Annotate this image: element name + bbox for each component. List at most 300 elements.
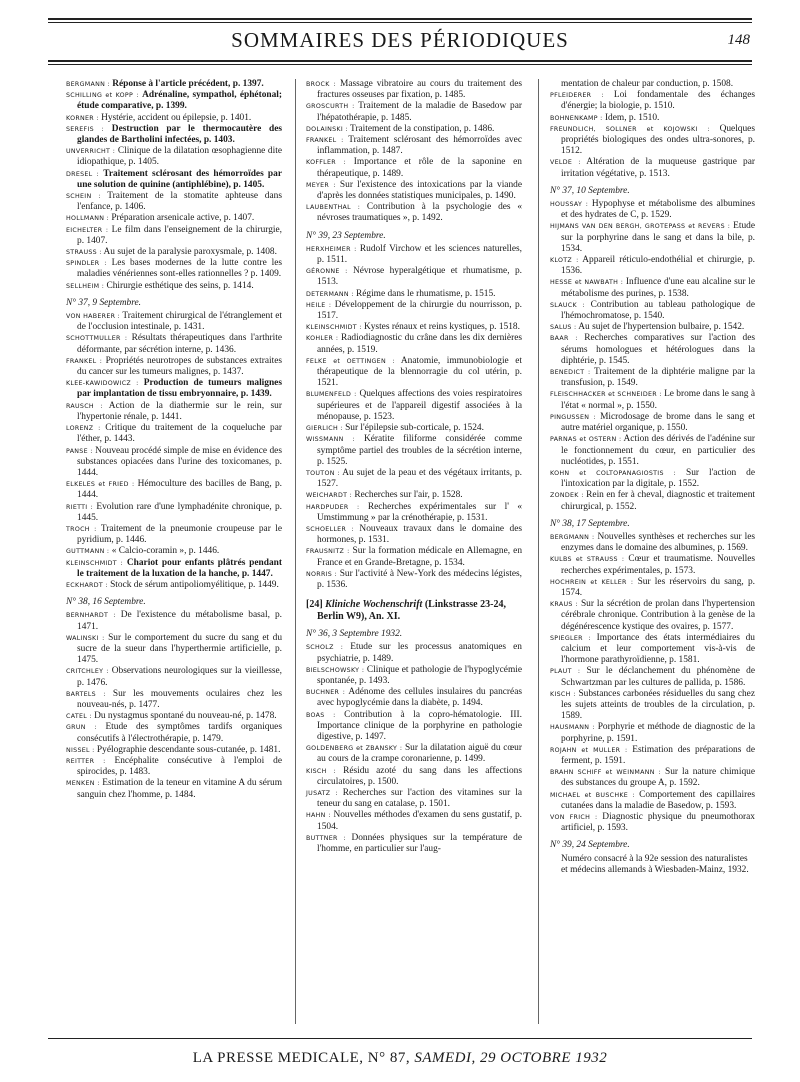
article-entry: [66, 745, 282, 756]
article-author: RIETTI :: [66, 503, 94, 511]
article-title: Loi fondamentale des échanges d'énergie; la biologie, p. 1510.: [561, 90, 756, 112]
article-author: MENKEN :: [66, 780, 100, 788]
journal-section-heading: [306, 599, 522, 623]
article-title: Radiodiagnostic du crâne dans les dix dernières années, p. 1519.: [317, 333, 522, 355]
article-entry: [66, 479, 282, 501]
article-entry: [66, 79, 282, 90]
article-author: VON HABERER :: [66, 313, 121, 321]
article-entry: [550, 790, 755, 812]
article-entry: [550, 554, 755, 576]
issue-heading: N° 38, 16 Septembre.: [66, 597, 146, 608]
article-author: KLOTZ :: [550, 257, 579, 265]
article-author: NISSEL :: [66, 746, 95, 754]
article-title: Substances carbonées résiduelles du sang chez les sujets atteints de troubles de la circulation, p. 1589.: [561, 688, 755, 722]
footer-publication: LA PRESSE MEDICALE,: [192, 1050, 364, 1066]
article-author: KLEINSCHMIDT :: [306, 324, 362, 332]
column-2: [306, 79, 522, 855]
article-author: BERGMANN :: [550, 533, 595, 541]
article-title: Microdosage de brome dans le sang et autre matériel organique, p. 1550.: [561, 411, 755, 434]
article-entry: [550, 389, 755, 411]
article-entry: [550, 277, 755, 299]
article-entry: [550, 333, 755, 367]
article-title: Estimation de la teneur en vitamine A du sérum sanguin chez l'homme, p. 1484.: [77, 778, 283, 800]
article-entry: [66, 423, 282, 445]
article-entry: [66, 281, 282, 292]
article-author: HERXHEIMER :: [306, 245, 357, 253]
page-title: SOMMAIRES DES PÉRIODIQUES: [231, 28, 569, 52]
article-title: Résidu azoté du sang dans les affections circulatoires, p. 1500.: [317, 765, 522, 787]
article-author: DRESEL :: [66, 170, 100, 178]
article-author: SPINDLER :: [66, 260, 107, 268]
article-author: LORENZ :: [66, 425, 101, 433]
article-title: Kératite filiforme considérée comme symptôme partiel des troubles de la sécrétion interne, p. 1525.: [317, 434, 523, 467]
article-title: Anatomie, immunobiologie et thérapeutique de la blennorragie du col utérin, p. 1521.: [317, 355, 523, 389]
article-entry: [66, 401, 282, 423]
article-title: Contribution à la copro-hématologie. III. Importance clinique de la porphyrine en pathologie digestive, p. 1497.: [317, 709, 522, 742]
article-author: GOLDENBERG et ZBANSKY :: [306, 745, 403, 753]
article-author: HAUSMANN :: [550, 724, 595, 732]
article-author: PFLEIDERER :: [550, 92, 604, 100]
article-author: FRANKEL :: [66, 357, 103, 365]
article-title: Du nystagmus spontané du nouveau-né, p. 1478.: [94, 711, 277, 722]
article-entry: [66, 356, 282, 378]
article-author: GIERLICH :: [306, 425, 343, 433]
article-entry: [550, 468, 755, 490]
article-author: BOHNENKAMP :: [550, 114, 603, 122]
article-author: PARNAS et OSTERN :: [550, 436, 622, 444]
article-entry: [306, 524, 522, 546]
column-divider-1: [295, 79, 296, 1024]
article-entry: [306, 300, 522, 322]
article-title: Au sujet de la paralysie paroxysmale, p. 1408.: [103, 247, 277, 258]
article-entry: [306, 333, 522, 355]
article-entry: [550, 124, 755, 158]
article-entry: [306, 833, 522, 855]
article-title: Quelques affections des voies respiratoires supérieures et de l'appareil digestif associées à la ménopause, p. 1523.: [317, 389, 522, 422]
article-author: WALINSKI :: [66, 634, 105, 642]
article-entry: [66, 258, 282, 280]
article-author: HAHN :: [306, 812, 331, 820]
article-title: Estimation des préparations de ferment, p. 1591.: [561, 744, 755, 766]
article-title: Réponse à l'article précédent, p. 1397.: [112, 79, 264, 89]
article-author: KRAUS :: [550, 601, 578, 609]
article-title: Régime dans le rhumatisme, p. 1515.: [355, 288, 496, 299]
article-entry: [550, 577, 755, 599]
article-entry: [66, 378, 282, 400]
article-entry: [306, 502, 522, 524]
issue-heading: N° 37, 9 Septembre.: [66, 297, 142, 308]
article-title: Sur la formation médicale en Allemagne, en France et en Grande-Bretagne, p. 1534.: [317, 546, 523, 568]
article-author: BAAR :: [550, 335, 578, 343]
article-entry: [66, 333, 282, 355]
article-author: CATEL :: [66, 713, 92, 721]
article-author: HIJMANS VAN DEN BERGH, GROTEPASS et REVERS :: [550, 223, 731, 231]
article-title: Etude sur les processus anatomiques en psychiatrie, p. 1489.: [317, 642, 522, 664]
article-entry: [66, 247, 282, 258]
article-title: Contribution au tableau pathologique de l'hémochromatose, p. 1540.: [561, 299, 755, 322]
article-title: Traitement de la constipation, p. 1486.: [349, 123, 495, 134]
article-title: Rein en fer à cheval, diagnostic et traitement chirurgical, p. 1552.: [561, 490, 755, 512]
article-entry: [550, 367, 755, 389]
article-author: MEYER :: [306, 181, 336, 189]
article-title: Hystérie, accident ou épilepsie, p. 1401.: [101, 112, 252, 123]
article-entry: [306, 766, 522, 788]
header-rule-bottom: [48, 60, 752, 62]
article-author: KLEINSCHMIDT :: [66, 559, 124, 567]
article-title: Le film dans l'enseignement de la chirurgie, p. 1407.: [77, 224, 282, 246]
article-entry: [550, 599, 755, 633]
article-entry: [306, 101, 522, 123]
footer-number: N° 87,: [367, 1050, 411, 1066]
article-author: SLAUCK :: [550, 301, 585, 309]
article-title: Traitement de la pneumonie croupeuse par le pyridium, p. 1446.: [77, 523, 282, 546]
article-title: Préparation arsenicale active, p. 1407.: [111, 213, 255, 224]
article-author: UNVERRICHT :: [66, 148, 116, 156]
article-author: SCHEIN :: [66, 193, 101, 201]
article-entry: [306, 423, 522, 434]
article-title: « Calcio-coramin », p. 1446.: [111, 546, 220, 557]
article-author: SELLHEIM :: [66, 282, 105, 290]
article-entry: [550, 633, 755, 667]
article-entry: [66, 689, 282, 711]
article-title: Etude des symptômes tardifs organiques consécutifs à l'électrothérapie, p. 1479.: [77, 722, 282, 744]
article-title: Action des dérivés de l'adénine sur le fonctionnement du cœur, en particulier des nucléotides, p. 1551.: [561, 434, 755, 467]
article-author: BOAS :: [306, 711, 336, 719]
article-entry: [306, 389, 522, 423]
header-rule-bottom-2: [48, 64, 752, 65]
article-entry: [306, 642, 522, 664]
article-author: SEREFIS :: [66, 125, 105, 133]
article-author: GUTTMANN :: [66, 548, 110, 556]
issue-heading: N° 36, 3 Septembre 1932.: [306, 629, 403, 640]
article-entry: [306, 468, 522, 490]
article-author: DOLAINSKI :: [306, 125, 348, 133]
article-title: Au sujet de l'hypertension bulbaire, p. 1542.: [578, 322, 745, 333]
article-entry: [66, 610, 282, 632]
article-author: SALUS :: [550, 324, 577, 332]
article-title: Recherches comparatives sur l'action des sérums homologues et hétérologues dans la diphtérie, p. 1545.: [561, 333, 756, 366]
article-author: BERGMANN :: [66, 81, 110, 88]
page-number: 148: [727, 32, 750, 48]
article-title: Propriétés neurotropes de substances extraites du cancer sur les tumeurs malignes, p. 1437.: [77, 355, 283, 378]
article-author: HESSE et NAWBATH :: [550, 279, 624, 287]
article-author: JUSATZ :: [306, 789, 338, 797]
footer-rule: [48, 1038, 752, 1039]
article-title: Action de la diathermie sur le rein, sur l'hypertonie rénale, p. 1441.: [77, 400, 282, 422]
article-entry: [550, 300, 755, 322]
article-entry: [306, 135, 522, 157]
article-entry: [306, 810, 522, 832]
article-title: Traitement de la diphtérie maligne par la transfusion, p. 1549.: [561, 367, 755, 389]
article-entry: [550, 412, 755, 434]
article-author: EICHELTER :: [66, 226, 109, 234]
article-title: Adrénaline, sympathol, éphétonal; étude comparative, p. 1399.: [77, 90, 283, 112]
header-rule-top-2: [48, 22, 752, 23]
article-author: HARDPUDER :: [306, 503, 360, 511]
issue-heading: N° 37, 10 Septembre.: [550, 185, 630, 196]
article-title: Sur la sécrétion de prolan dans l'hypertension cérébrale chronique. Contribution à la genèse de la dégénérescence kystique des ovaires, p. 1577.: [561, 599, 755, 632]
article-title: Hypophyse et métabolisme des albumines et des hydrates de C, p. 1529.: [561, 199, 755, 221]
article-entry: [550, 745, 755, 767]
article-entry: [306, 79, 522, 101]
article-title: Recherches sur l'air, p. 1528.: [354, 490, 463, 501]
article-title: Nouvelles synthèses et recherches sur les enzymes dans le domaine des albumines, p. 1569.: [561, 531, 756, 554]
article-author: TOUTON :: [306, 469, 340, 477]
article-author: ROJAHN et MULLER :: [550, 746, 628, 754]
article-title: Le brome dans le sang à l'état « normal », p. 1550.: [561, 389, 755, 411]
article-author: TROCH :: [66, 525, 97, 533]
journal-name: Kliniche Wochenschrift: [325, 599, 423, 611]
article-author: SCHOELLER :: [306, 525, 354, 533]
article-title: Sur les mouvements oculaires chez les nouveau-nés, p. 1477.: [77, 688, 282, 710]
article-author: GROSCURTH :: [306, 103, 355, 111]
article-title: Encéphalite consécutive à l'emploi de spirocides, p. 1483.: [77, 755, 282, 778]
article-title: Recherches sur l'action des vitamines sur la teneur du sang en catalase, p. 1501.: [317, 787, 522, 810]
article-entry: [550, 490, 755, 512]
journal-number: [24]: [306, 599, 323, 611]
article-title: Sur l'existence des intoxications par la viande d'après les données statistiques municipales, p. 1490.: [317, 179, 523, 202]
article-entry: [306, 710, 522, 744]
article-title: Idem, p. 1510.: [604, 112, 660, 123]
article-entry: [66, 90, 282, 112]
article-author: DETERMANN :: [306, 290, 354, 298]
article-entry: [66, 146, 282, 168]
article-author: KISCH :: [306, 767, 337, 775]
article-title: De l'existence du métabolisme basal, p. 1471.: [77, 610, 283, 632]
continued-entry: mentation de chaleur par conduction, p. 1508.: [561, 79, 734, 89]
article-title: Adénome des cellules insulaires du pancréas avec hypoglycémie dans la diabète, p. 1494.: [317, 687, 523, 709]
article-entry: [550, 722, 755, 744]
article-author: PINGUSSEN :: [550, 413, 596, 421]
header-rule-top: [48, 18, 752, 20]
article-author: FELKE et OETTINGEN :: [306, 357, 395, 365]
article-entry: [66, 169, 282, 191]
article-entry: [550, 532, 755, 554]
article-title: Importance et rôle de la saponine en thérapeutique, p. 1489.: [317, 157, 522, 179]
article-author: BUCHNER :: [306, 689, 346, 697]
article-title: Développement de la chirurgie du nourrisson, p. 1517.: [317, 299, 522, 322]
article-title: Rudolf Virchow et les sciences naturelles, p. 1511.: [317, 243, 523, 266]
article-entry: [66, 191, 282, 213]
article-entry: [66, 756, 282, 778]
article-title: Les bases modernes de la lutte contre les maladies vénériennes sont-elles rationnelles ? p. 1409.: [77, 258, 282, 280]
article-title: Traitement sclérosant des hémorroïdes par une solution de quinine (antiphlébine), p. 1405.: [77, 168, 282, 190]
article-entry: [66, 558, 282, 580]
article-entry: [306, 157, 522, 179]
article-entry: [306, 244, 522, 266]
article-entry: [66, 633, 282, 667]
article-title: Nouveaux travaux dans le domaine des hormones, p. 1531.: [317, 523, 523, 546]
article-entry: [66, 778, 282, 800]
article-entry: [306, 687, 522, 709]
article-title: Sur la dilatation aiguë du cœur au cours de la crampe coronarienne, p. 1499.: [317, 743, 522, 765]
article-title: Recherches expérimentales sur l' « Umstimmung » par la crénothérapie, p. 1531.: [317, 501, 523, 523]
article-author: HOCHREIN et KELLER :: [550, 578, 634, 586]
article-author: CRITCHLEY :: [66, 668, 109, 676]
article-author: BARTELS :: [66, 690, 106, 698]
article-title: Clinique de la dilatation œsophagienne dite idiopathique, p. 1405.: [77, 146, 282, 168]
article-author: ZONDEK :: [550, 492, 584, 500]
article-entry: [306, 546, 522, 568]
article-title: Sur la nature chimique des substances du groupe A, p. 1592.: [561, 767, 755, 789]
article-author: KORNER :: [66, 114, 99, 122]
article-author: WEICHARDT :: [306, 492, 352, 500]
article-entry: [550, 689, 755, 723]
article-author: KOHLER :: [306, 335, 339, 343]
article-title: Contribution à la psychologie des « névroses traumatiques », p. 1492.: [317, 202, 523, 224]
article-author: HOUSSAY :: [550, 201, 589, 209]
article-title: Traitement de la maladie de Basedow par l'hépatothérapie, p. 1485.: [317, 101, 522, 123]
article-entry: [306, 490, 522, 501]
article-author: HOLLMANN :: [66, 215, 109, 223]
article-author: FRANKEL :: [306, 137, 344, 145]
article-entry: [550, 199, 755, 221]
article-entry: [306, 202, 522, 224]
column-1: [66, 79, 282, 801]
issue-heading: N° 39, 23 Septembre.: [306, 230, 386, 241]
article-title: Cœur et traumatisme. Nouvelles recherches expérimentales, p. 1573.: [561, 554, 756, 576]
issue-heading: N° 38, 17 Septembre.: [550, 518, 630, 529]
article-author: STRAUSS :: [66, 249, 102, 257]
article-title: Observations neurologiques sur la vieillesse, p. 1476.: [77, 666, 283, 688]
article-entry: [550, 255, 755, 277]
article-author: KOHN et COLTOPANAGIOSTIS :: [550, 469, 677, 477]
article-title: Quelques propriétés biologiques des ondes ultra-sonores, p. 1512.: [561, 123, 755, 157]
article-entry: [550, 666, 755, 688]
article-title: Influence d'une eau alcaline sur le métabolisme des purines, p. 1538.: [561, 277, 755, 299]
article-title: Evolution rare d'une lymphadénite chronique, p. 1445.: [77, 501, 282, 523]
article-author: FREUNDLICH, SOLLNER et KOJOWSKI :: [550, 125, 710, 133]
article-entry: [550, 767, 755, 789]
article-author: ELKELES et FRIED :: [66, 481, 135, 489]
issue-heading: N° 39, 24 Septembre.: [550, 840, 630, 851]
article-author: KULBS et STRAUSS :: [550, 556, 625, 564]
article-entry: [306, 322, 522, 333]
article-author: GÉRONNE :: [306, 268, 348, 276]
article-title: Critique du traitement de la coqueluche par l'éther, p. 1443.: [77, 423, 282, 445]
article-author: RAUSCH :: [66, 402, 103, 410]
article-author: SCHILLING et KOPP :: [66, 92, 139, 100]
article-entry: [66, 113, 282, 124]
article-author: BENEDICT :: [550, 369, 591, 377]
article-author: FRAUSNITZ :: [306, 548, 350, 556]
article-entry: [550, 812, 755, 834]
article-entry: [306, 289, 522, 300]
column-divider-2: [538, 79, 539, 1024]
article-title: Kystes rénaux et reins kystiques, p. 1518.: [363, 322, 520, 333]
article-entry: [550, 157, 755, 179]
article-author: BIELSCHOWSKY :: [306, 666, 365, 674]
article-title: Au sujet de la peau et des végétaux irritants, p. 1527.: [317, 467, 522, 490]
article-author: GRUN :: [66, 724, 97, 732]
article-title: Sur l'action de l'intoxication par la digitale, p. 1552.: [561, 467, 755, 490]
article-title: Résultats thérapeutiques dans l'arthrite déformante, par sécrétion interne, p. 1436.: [77, 333, 283, 355]
article-title: Destruction par le thermocautère des glandes de Bartholini infectées, p. 1403.: [77, 123, 282, 146]
article-title: Massage vibratoire au cours du traitement des fractures osseuses par fixation, p. 1485.: [317, 79, 523, 101]
article-title: Production de tumeurs malignes par implantation de tissu embryonnaire, p. 1439.: [77, 378, 282, 400]
article-entry: [550, 113, 755, 124]
article-entry: [66, 124, 282, 146]
article-author: MICHAEL et BUSCHKE :: [550, 791, 635, 799]
article-entry: [306, 743, 522, 765]
footer: [0, 1050, 800, 1067]
article-title: Sur le déclanchement du phénomène de Schwartzman par les cultures de pallida, p. 1586.: [561, 666, 756, 688]
article-author: BLUMENFELD :: [306, 391, 357, 399]
article-title: Diagnostic physique du pneumothorax artificiel, p. 1593.: [561, 812, 755, 834]
article-title: Comportement des capillaires cutanées dans la maladie de Basedow, p. 1593.: [561, 789, 756, 811]
article-author: HEILE :: [306, 301, 332, 309]
article-title: Stock de sérum antipoliomyélitique, p. 1449.: [110, 579, 279, 590]
article-title: Porphyrie et méthode de diagnostic de la porphyrine, p. 1591.: [561, 722, 755, 744]
article-title: Altération de la muqueuse gastrique par irritation végétative, p. 1513.: [561, 157, 755, 179]
column-3: [550, 79, 755, 876]
article-entry: [306, 665, 522, 687]
article-author: PLAUT :: [550, 668, 581, 676]
article-entry: [306, 180, 522, 202]
article-entry: [306, 266, 522, 288]
article-entry: [66, 722, 282, 744]
article-title: Importance des états intermédiaires du calcium et leur comportement vis-à-vis de l'hormone parathyroïdienne, p. 1581.: [561, 632, 755, 666]
article-title: Chirurgie esthétique des seins, p. 1414.: [106, 280, 254, 291]
article-entry: [550, 322, 755, 333]
article-entry: [550, 221, 755, 255]
article-entry: [66, 502, 282, 524]
article-author: PANSE :: [66, 447, 93, 455]
article-author: SCHOLZ :: [306, 644, 344, 652]
article-title: Pyélographie descendante sous-cutanée, p. 1481.: [96, 744, 281, 755]
article-entry: [306, 569, 522, 591]
article-entry: [550, 434, 755, 468]
article-title: Etude sur la porphyrine dans le sang et dans la bile, p. 1534.: [561, 221, 755, 254]
article-author: NORRIS :: [306, 570, 338, 578]
article-entry: [66, 580, 282, 591]
article-title: Nouvelles méthodes d'examen du sens gustatif, p. 1504.: [317, 810, 522, 832]
article-entry: [66, 446, 282, 480]
article-author: BUTTNER :: [306, 834, 346, 842]
article-author: LAUBENTHAL :: [306, 204, 361, 212]
article-title: Sur l'épilepsie sub-corticale, p. 1524.: [345, 423, 484, 434]
article-entry: [306, 434, 522, 468]
article-title: Traitement sclérosant des hémorroïdes avec inflammation, p. 1487.: [317, 135, 522, 157]
article-author: VELDE :: [550, 159, 581, 167]
article-author: FLEISCHHACKER et SCHNEIDER :: [550, 391, 662, 399]
article-title: Névrose hyperalgétique et rhumatisme, p. 1513.: [317, 266, 522, 288]
article-entry: [306, 124, 522, 135]
article-author: SPIEGLER :: [550, 634, 591, 642]
article-title: Hémoculture des bacilles de Bang, p. 1444.: [77, 479, 282, 501]
article-author: BERNHARDT :: [66, 612, 116, 620]
article-entry: [550, 90, 755, 112]
article-title: Chariot pour enfants plâtrés pendant le traitement de la luxation de la hanche, p. 1447.: [77, 557, 282, 579]
article-entry: [66, 311, 282, 333]
article-author: BROCK :: [306, 81, 337, 88]
article-author: ECKHARDT :: [66, 581, 108, 589]
issue-note: Numéro consacré à la 92e session des naturalistes et médecins allemands à Wiesbaden-Mainz, 1932.: [561, 853, 749, 875]
article-author: KLEE-KAWIDOWICZ :: [66, 380, 139, 388]
article-title: Clinique et pathologie de l'hypoglycémie spontanée, p. 1493.: [317, 664, 523, 686]
article-author: VON FRICH :: [550, 814, 598, 821]
article-entry: [66, 711, 282, 722]
article-entry: [306, 788, 522, 810]
article-author: KOFFLER :: [306, 159, 347, 167]
article-entry: [306, 356, 522, 390]
article-entry: [66, 546, 282, 557]
footer-date: SAMEDI, 29 OCTOBRE 1932: [414, 1050, 608, 1066]
article-title: Traitement de la stomatite aphteuse dans l'enfance, p. 1406.: [77, 191, 282, 213]
article-title: Appareil réticulo-endothélial et chirurgie, p. 1536.: [561, 255, 755, 277]
article-title: Sur le comportement du sucre du sang et du sucre de la sueur dans l'hyperthermie artificielle, p. 1475.: [77, 632, 283, 666]
article-author: BRAHN SCHIFF et WEINMANN :: [550, 769, 662, 777]
